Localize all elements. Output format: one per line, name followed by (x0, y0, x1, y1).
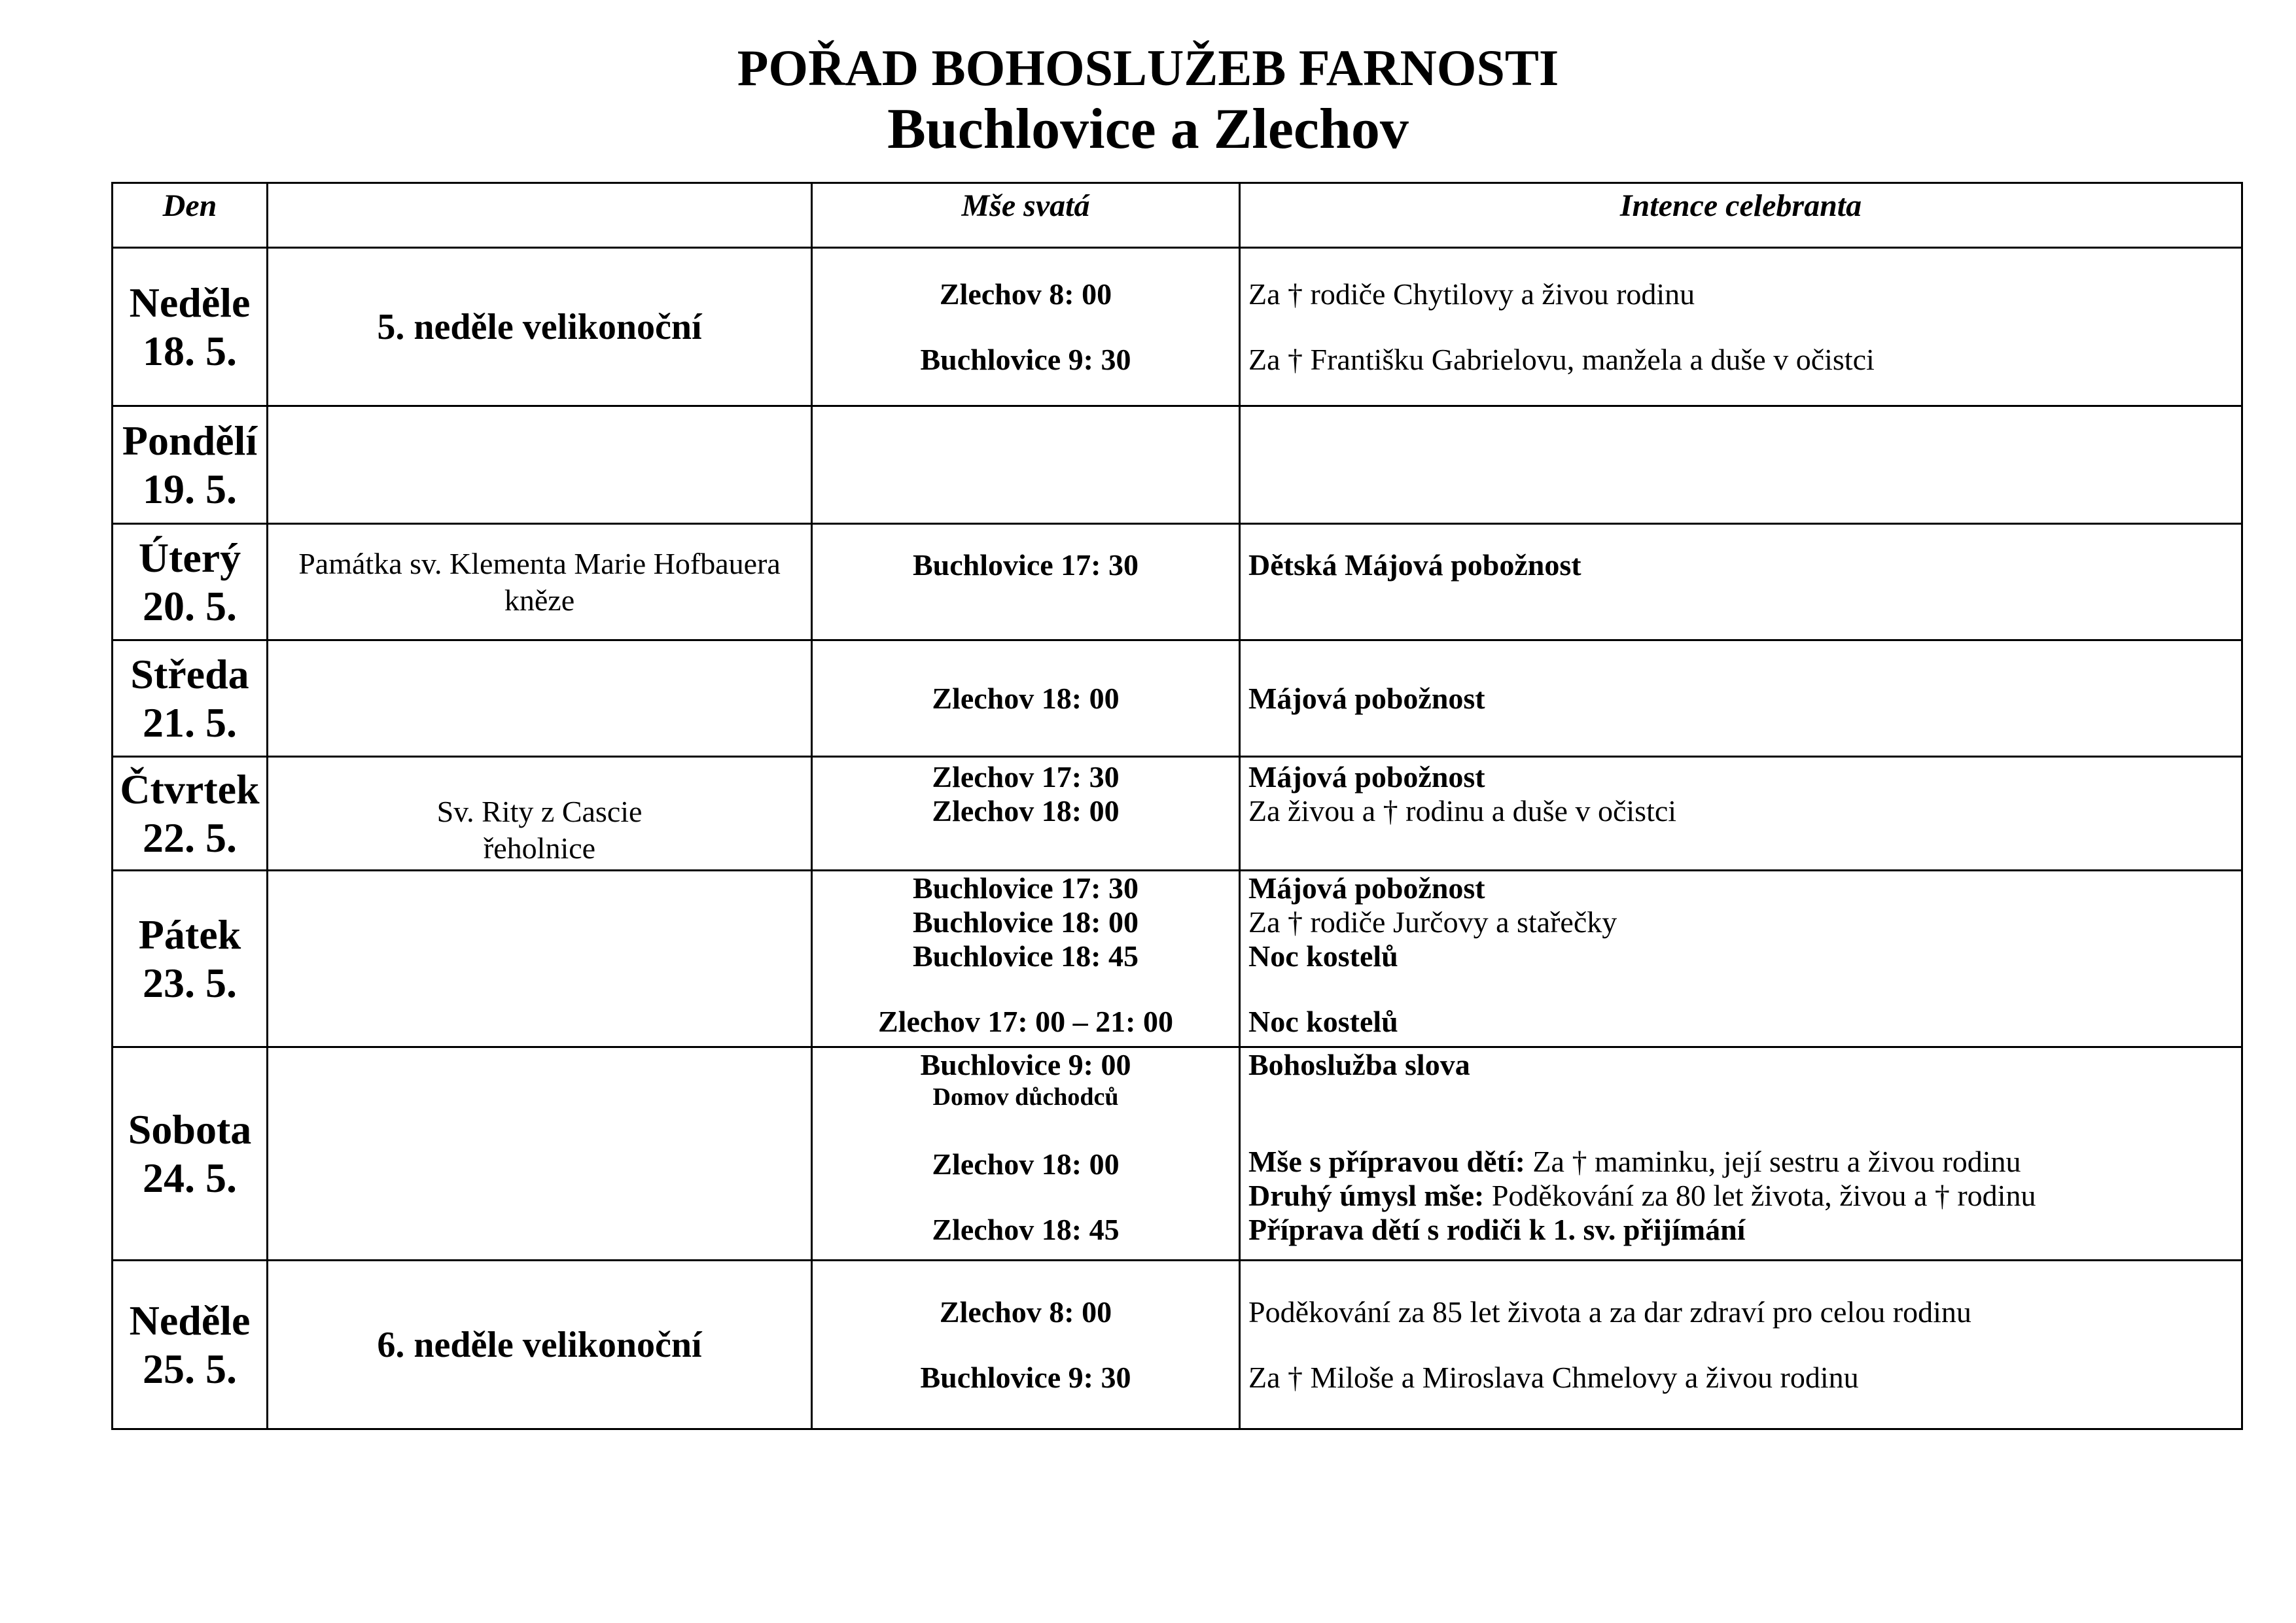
feast-line: řeholnice (483, 831, 596, 865)
day-name: Neděle (129, 279, 251, 326)
intention-line: Májová pobožnost (1248, 760, 1485, 794)
header-row (113, 183, 2242, 248)
mass-cell (812, 640, 1240, 757)
day-cell (113, 757, 268, 871)
mass-time: Buchlovice 9: 30 (920, 342, 1131, 376)
day-name: Neděle (129, 1297, 251, 1344)
mass-time: Zlechov 17: 00 – 21: 00 (877, 1005, 1173, 1038)
day-name: Čtvrtek (120, 765, 260, 812)
mass-time: Zlechov 8: 00 (939, 277, 1112, 311)
intention-line: Za † rodiče Chytilovy a živou rodinu (1248, 277, 1695, 311)
mass-time: Buchlovice 9: 00 (920, 1048, 1131, 1081)
intention-line (1248, 1145, 2241, 1179)
intention-label: Druhý úmysl mše: (1248, 1179, 1485, 1212)
table-row (113, 871, 2242, 1047)
intention-line: Noc kostelů (1248, 1005, 1398, 1038)
mass-time: Zlechov 18: 00 (932, 794, 1120, 828)
day-date: 24. 5. (143, 1154, 237, 1201)
intention-cell (1240, 757, 2242, 871)
table-row (113, 524, 2242, 640)
intention-cell (1240, 524, 2242, 640)
feast-cell (268, 1047, 812, 1261)
mass-time: Buchlovice 17: 30 (913, 548, 1139, 582)
header-mass: Mše svatá (812, 183, 1240, 248)
day-date: 20. 5. (143, 582, 237, 629)
intention-line: Za † Františku Gabrielovu, manžela a duše v očistci (1248, 342, 1875, 376)
mass-cell (812, 248, 1240, 406)
mass-time: Zlechov 18: 45 (932, 1213, 1120, 1246)
table-row (113, 1047, 2242, 1261)
schedule-table (111, 182, 2243, 1430)
table-row (113, 1261, 2242, 1429)
intention-line: Májová pobožnost (1248, 681, 1485, 715)
intention-line: Za živou a † rodinu a duše v očistci (1248, 794, 1677, 828)
mass-time: Zlechov 18: 00 (932, 1147, 1120, 1181)
day-date: 23. 5. (143, 959, 237, 1006)
mass-time: Buchlovice 17: 30 (913, 871, 1139, 905)
day-name: Pondělí (122, 417, 258, 464)
day-name: Středa (130, 650, 249, 697)
title-line-2: Buchlovice a Zlechov (887, 97, 1409, 161)
day-date: 19. 5. (143, 465, 237, 512)
day-cell (113, 406, 268, 524)
table-row (113, 757, 2242, 871)
feast-cell (268, 757, 812, 871)
day-date: 22. 5. (143, 814, 237, 861)
day-cell (113, 524, 268, 640)
day-cell (113, 640, 268, 757)
intention-text: Poděkování za 80 let života, živou a † rodinu (1484, 1179, 2036, 1212)
intention-cell (1240, 1047, 2242, 1261)
header-day: Den (113, 183, 268, 248)
table-row (113, 406, 2242, 524)
intention-line: Májová pobožnost (1248, 871, 1485, 905)
feast-cell (268, 406, 812, 524)
feast-cell: 6. neděle velikonoční (268, 1261, 812, 1429)
feast-cell (268, 640, 812, 757)
header-intention: Intence celebranta (1240, 183, 2242, 248)
mass-cell (812, 524, 1240, 640)
day-cell (113, 248, 268, 406)
day-cell (113, 871, 268, 1047)
day-name: Úterý (138, 534, 241, 581)
day-date: 21. 5. (143, 699, 237, 746)
intention-cell (1240, 406, 2242, 524)
mass-location: Domov důchodců (932, 1083, 1119, 1111)
feast-cell (268, 524, 812, 640)
mass-cell (812, 406, 1240, 524)
title-line-1: POŘAD BOHOSLUŽEB FARNOSTI (737, 39, 1559, 96)
feast-cell (268, 871, 812, 1047)
intention-line: Bohoslužba slova (1248, 1048, 1470, 1081)
intention-cell (1240, 248, 2242, 406)
feast-line: Památka sv. Klementa Marie Hofbauera (298, 546, 781, 580)
table-row (113, 640, 2242, 757)
mass-cell (812, 1261, 1240, 1429)
mass-time: Buchlovice 9: 30 (920, 1360, 1131, 1394)
mass-cell (812, 871, 1240, 1047)
intention-line: Noc kostelů (1248, 939, 1398, 973)
day-name: Sobota (128, 1106, 252, 1153)
header-feast (268, 183, 812, 248)
day-cell (113, 1261, 268, 1429)
mass-time: Zlechov 17: 30 (932, 760, 1120, 794)
feast-line: kněze (504, 583, 575, 617)
intention-text: Za † maminku, její sestru a živou rodinu (1525, 1145, 2021, 1178)
mass-time: Zlechov 8: 00 (939, 1295, 1112, 1329)
mass-time: Buchlovice 18: 45 (913, 939, 1139, 973)
intention-line (1248, 1179, 2241, 1213)
intention-line: Příprava dětí s rodiči k 1. sv. přijímání (1248, 1213, 1746, 1246)
intention-line: Za † rodiče Jurčovy a stařečky (1248, 905, 1617, 939)
day-name: Pátek (138, 911, 241, 958)
intention-cell (1240, 1261, 2242, 1429)
mass-time: Zlechov 18: 00 (932, 681, 1120, 715)
mass-time: Buchlovice 18: 00 (913, 905, 1139, 939)
intention-label: Mše s přípravou dětí: (1248, 1145, 1525, 1178)
table-row (113, 248, 2242, 406)
mass-cell (812, 1047, 1240, 1261)
intention-cell (1240, 871, 2242, 1047)
intention-line: Za † Miloše a Miroslava Chmelovy a živou rodinu (1248, 1360, 1859, 1394)
feast-line: Sv. Rity z Cascie (436, 795, 643, 828)
day-date: 25. 5. (143, 1345, 237, 1392)
intention-cell (1240, 640, 2242, 757)
document-title (0, 39, 2296, 162)
day-date: 18. 5. (143, 327, 237, 374)
mass-cell (812, 757, 1240, 871)
intention-line: Poděkování za 85 let života a za dar zdraví pro celou rodinu (1248, 1295, 1971, 1329)
intention-line: Dětská Májová pobožnost (1248, 548, 1581, 582)
day-cell (113, 1047, 268, 1261)
feast-cell: 5. neděle velikonoční (268, 248, 812, 406)
